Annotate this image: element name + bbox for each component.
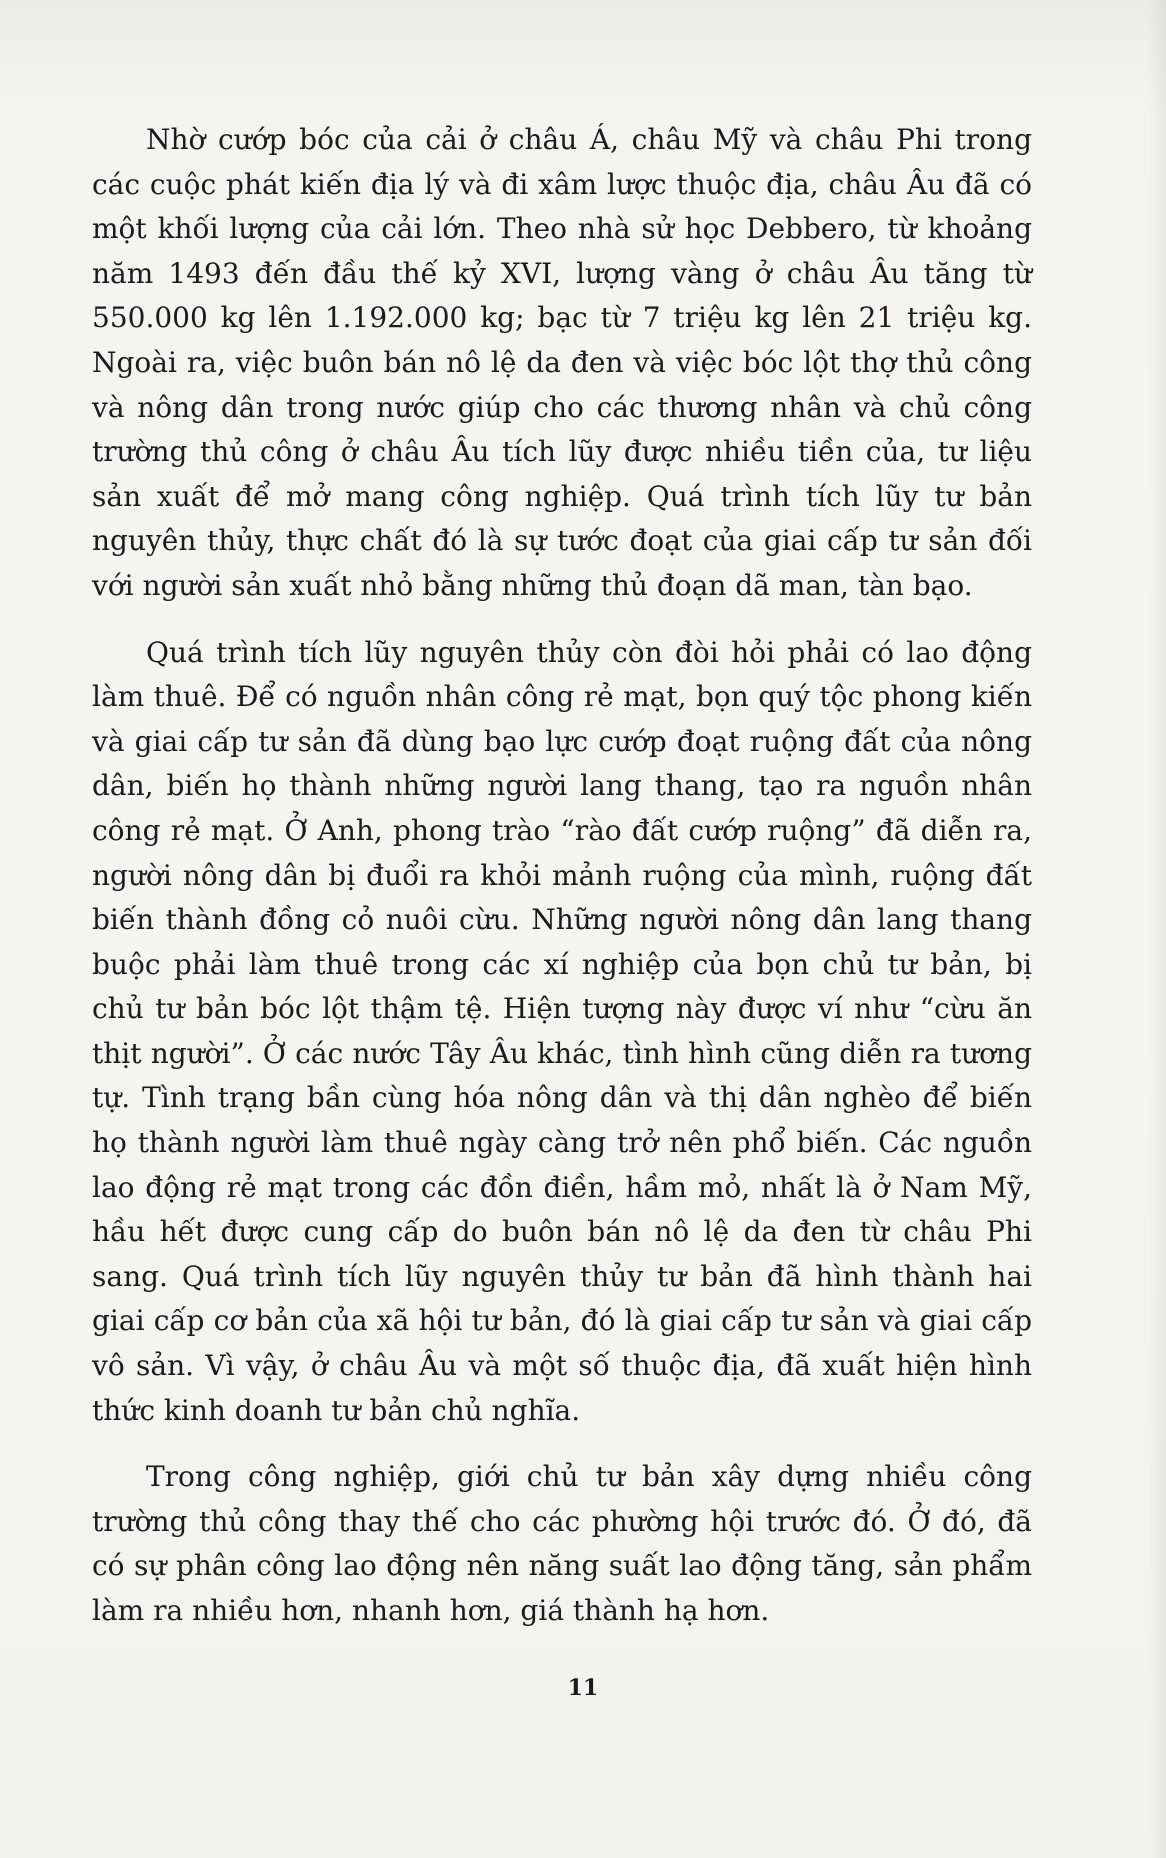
paragraph-2: Quá trình tích lũy nguyên thủy còn đòi hỏi phải có lao động làm thuê. Để có nguồn nhân công rẻ mạt, bọn quý tộc phong kiến và giai cấp tư sản đã dùng bạo lực cướp đoạt ruộng đất của nông dân, biến họ thành những người lang thang, tạo ra nguồn nhân công rẻ mạt. Ở Anh, phong trào “rào đất cướp ruộng” đã diễn ra, người nông dân bị đuổi ra khỏi mảnh ruộng của mình, ruộng đất biến thành đồng cỏ nuôi cừu. Những người nông dân lang thang buộc phải làm thuê trong các xí nghiệp của bọn chủ tư bản, bị chủ tư bản bóc lột thậm tệ. Hiện tượng này được ví như “cừu ăn thịt người”. Ở các nước Tây Âu khác, tình hình cũng diễn ra tương tự. Tình trạng bần cùng hóa nông dân và thị dân nghèo để biến họ thành người làm thuê ngày càng trở nên phổ biến. Các nguồn lao động rẻ mạt trong các đồn điền, hầm mỏ, nhất là ở Nam Mỹ, hầu hết được cung cấp do buôn bán nô lệ da đen từ châu Phi sang. Quá trình tích lũy nguyên thủy tư bản đã hình thành hai giai cấp cơ bản của xã hội tư bản, đó là giai cấp tư sản và giai cấp vô sản. Vì vậy, ở châu Âu và một số thuộc địa, đã xuất hiện hình thức kinh doanh tư bản chủ nghĩa. [92,635,1032,1427]
paragraph-3: Trong công nghiệp, giới chủ tư bản xây dựng nhiều công trường thủ công thay thế cho các phường hội trước đó. Ở đó, đã có sự phân công lao động nên năng suất lao động tăng, sản phẩm làm ra nhiều hơn, nhanh hơn, giá thành hạ hơn. [92,1460,1032,1627]
paragraph-1: Nhờ cướp bóc của cải ở châu Á, châu Mỹ và châu Phi trong các cuộc phát kiến địa lý và đi xâm lược thuộc địa, châu Âu đã có một khối lượng của cải lớn. Theo nhà sử học Debbero, từ khoảng năm 1493 đến đầu thế kỷ XVI, lượng vàng ở châu Âu tăng từ 550.000 kg lên 1.192.000 kg; bạc từ 7 triệu kg lên 21 triệu kg. Ngoài ra, việc buôn bán nô lệ da đen và việc bóc lột thợ thủ công và nông dân trong nước giúp cho các thương nhân và chủ công trường thủ công ở châu Âu tích lũy được nhiều tiền của, tư liệu sản xuất để mở mang công nghiệp. Quá trình tích lũy tư bản nguyên thủy, thực chất đó là sự tước đoạt của giai cấp tư sản đối với người sản xuất nhỏ bằng những thủ đoạn dã man, tàn bạo. [92,123,1032,602]
body-text [92,118,1032,1634]
page-edge-shadow [1148,0,1166,1858]
page-number: 11 [567,1675,599,1701]
